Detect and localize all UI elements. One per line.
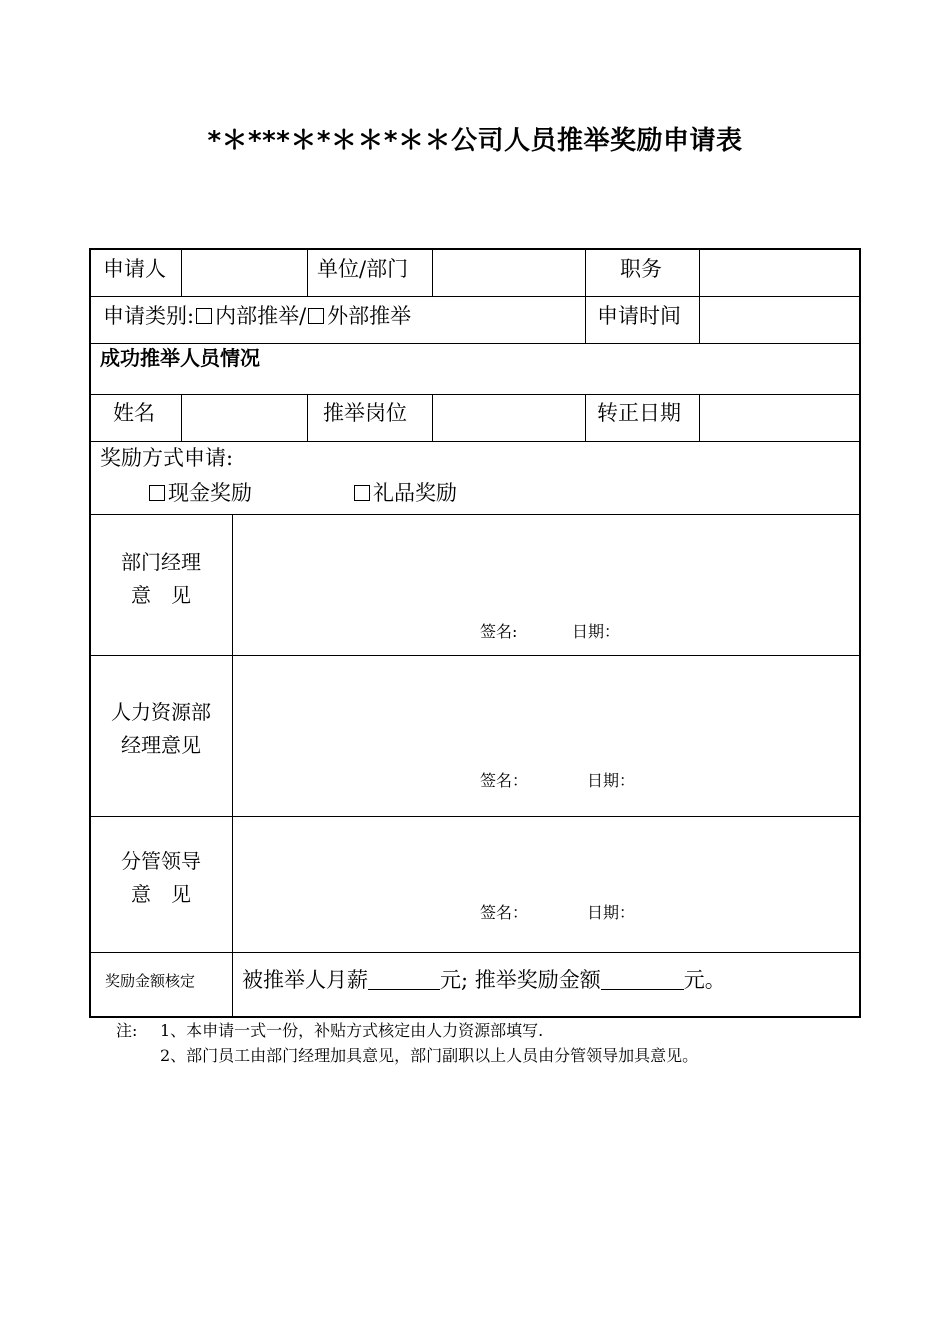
salary-text: 被推举人月薪 [242,968,368,992]
col-divider [585,394,586,441]
regularization-date-label: 转正日期 [597,401,681,425]
row-divider [91,394,859,395]
opinion-label-line2: 意 见 [131,882,191,906]
date-label: 日期： [587,771,636,790]
cash-option [147,483,252,504]
col-divider [181,250,182,296]
col-divider [432,394,433,441]
row-divider [91,441,859,442]
col-divider [232,514,233,1018]
col-divider [307,394,308,441]
unit-label: 单位/部门 [317,257,409,281]
col-divider [585,250,586,343]
recommended-post-label: 推举岗位 [323,401,407,425]
opinion-label-line1: 部门经理 [121,550,201,574]
signature-label: 签名: [480,622,518,641]
date-label: 日期： [572,622,621,641]
hr-manager-opinion-label [91,696,231,762]
applicant-label: 申请人 [103,257,166,281]
cash-option-label: 现金奖励 [168,481,252,505]
external-option-label: 外部推举 [327,304,412,328]
opinion-label-line2: 经理意见 [121,733,201,757]
external-checkbox[interactable] [308,308,324,324]
gift-checkbox[interactable] [354,485,370,501]
opinion-label-line2: 意 见 [131,583,191,607]
reward-amount-unit: 元。 [683,968,726,992]
row-divider [91,296,859,297]
opinion-label-line1: 人力资源部 [111,700,211,724]
gift-option-label: 礼品奖励 [373,481,457,505]
col-divider [699,250,700,343]
position-label: 职务 [620,257,662,281]
reward-amount-row [242,970,726,991]
col-divider [432,250,433,296]
col-divider [307,250,308,296]
note-line-1: 1、本申请一式一份，补贴方式核定由人力资源部填写. [160,1021,544,1040]
note-prefix: 注: [116,1021,138,1040]
category-label: 申请类别: [103,304,195,328]
row-divider [91,343,859,344]
form-title: *＊***＊*＊＊*＊＊公司人员推举奖励申请表 [207,126,743,156]
row-divider [91,816,859,817]
reward-amount-blank[interactable] [601,989,684,990]
col-divider [699,394,700,441]
signature-label: 签名： [480,771,529,790]
cash-checkbox[interactable] [149,485,165,501]
apply-time-label: 申请时间 [597,304,681,328]
reward-amount-label: 奖励金额核定 [105,972,196,990]
internal-checkbox[interactable] [196,308,212,324]
gift-option [352,483,457,504]
row-divider [91,655,859,656]
supervisor-opinion-label [91,845,231,911]
salary-blank[interactable] [368,989,440,990]
row-divider [91,952,859,953]
signature-label: 签名： [480,903,529,922]
internal-option-label: 内部推举/ [215,304,307,328]
note-line-2: 2、部门员工由部门经理加具意见，部门副职以上人员由分管领导加具意见。 [160,1046,699,1065]
section-title: 成功推举人员情况 [100,346,260,370]
reward-method-label: 奖励方式申请: [100,446,234,470]
row-divider [91,514,859,515]
reward-amount-text: 推举奖励金额 [474,968,601,992]
name-label: 姓名 [113,401,155,425]
col-divider [181,394,182,441]
date-label: 日期： [587,903,636,922]
application-form [89,248,861,1018]
salary-unit: 元; [440,968,469,992]
category-row [103,306,411,327]
opinion-label-line1: 分管领导 [121,849,201,873]
dept-manager-opinion-label [91,546,231,612]
